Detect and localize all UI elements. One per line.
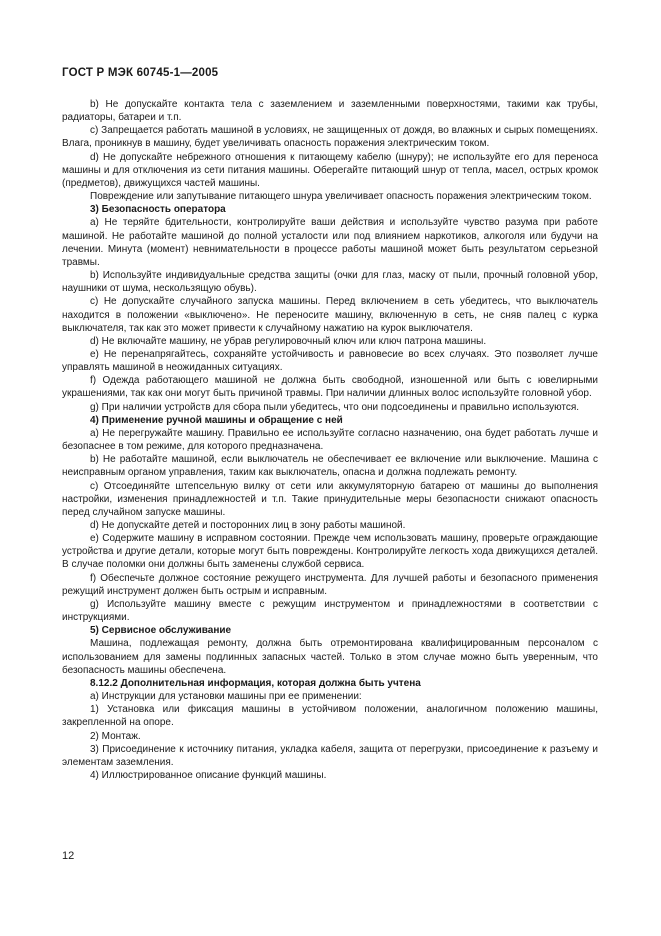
paragraph: b) Не работайте машиной, если выключатель не обеспечивает ее включение или выключение. Машина с неисправным органом управления, таким как выключатель, опасна и должна подлежать ремонту. bbox=[62, 454, 598, 479]
section-heading: 4) Применение ручной машины и обращение с ней bbox=[90, 414, 343, 426]
paragraph: 1) Установка или фиксация машины в устойчивом положении, аналогичном положению машины, закрепленной на опоре. bbox=[62, 704, 598, 729]
paragraph: d) Не включайте машину, не убрав регулировочный ключ или ключ патрона машины. bbox=[90, 335, 487, 347]
paragraph: e) Содержите машину в исправном состоянии. Прежде чем использовать машину, проверьте ограждающие устройства и другие детали, которые могут быть повреждены. Контролируйте легкость хода движущихся деталей. В случае поломки они должны быть заменены службой сервиса. bbox=[62, 533, 598, 571]
page-number: 12 bbox=[62, 850, 75, 862]
paragraph: e) Не перенапрягайтесь, сохраняйте устойчивость и равновесие во всех случаях. Это позволяет лучше управлять машиной в неожиданных ситуациях. bbox=[62, 348, 598, 374]
paragraph: a) Не теряйте бдительности, контролируйте ваши действия и используйте чувство разума при работе машиной. Не работайте машиной до полной усталости или под влиянием наркотиков, алкоголя или будучи на лечении. Минута (момент) невнимательности в процессе работы машиной может быть результатом серьезной травмы. bbox=[62, 217, 598, 268]
paragraph: Машина, подлежащая ремонту, должна быть отремонтирована квалифицированным персоналом с использованием для замены подлинных запасных частей. Только в этом случае можно быть уверенным, что безопасность машины обеспечена. bbox=[62, 638, 598, 676]
paragraph: b) Не допускайте контакта тела с заземлением и заземленными поверхностями, такими как трубы, радиаторы, батареи и т.п. bbox=[62, 99, 598, 124]
paragraph: g) Используйте машину вместе с режущим инструментом и принадлежностями в соответствии с инструкциями. bbox=[62, 598, 598, 624]
paragraph: 2) Монтаж. bbox=[90, 730, 141, 742]
paragraph: 3) Присоединение к источнику питания, укладка кабеля, защита от перегрузки, присоединение к разъему и элементам заземления. bbox=[62, 743, 598, 768]
paragraph: b) Используйте индивидуальные средства защиты (очки для глаз, маску от пыли, прочный головной убор, наушники от шума, нескользящую обувь). bbox=[62, 270, 598, 295]
paragraph: g) При наличии устройств для сбора пыли убедитесь, что они подсоединены и правильно используются. bbox=[90, 401, 580, 413]
section-heading: 5) Сервисное обслуживание bbox=[90, 625, 232, 637]
paragraph: c) Не допускайте случайного запуска машины. Перед включением в сеть убедитесь, что выключатель находится в положении «выключено». Не переносите машину, включенную в сеть, не сняв палец с курка выключателя, так как это может привести к случайному нажатию на курок выключателя. bbox=[62, 296, 598, 334]
paragraph: Повреждение или запутывание питающего шнура увеличивает опасность поражения электрическим током. bbox=[90, 191, 592, 203]
document-header: ГОСТ Р МЭК 60745-1—2005 bbox=[62, 67, 219, 79]
paragraph: d) Не допускайте детей и посторонних лиц в зону работы машиной. bbox=[90, 520, 406, 531]
paragraph: 4) Иллюстрированное описание функций машины. bbox=[90, 769, 327, 781]
section-heading: 3) Безопасность оператора bbox=[90, 204, 226, 216]
document-body bbox=[62, 98, 598, 782]
paragraph: c) Запрещается работать машиной в условиях, не защищенных от дождя, во влажных и сырых помещениях. Влага, проникнув в машину, будет увеличивать опасность поражения электрическим током. bbox=[62, 125, 598, 150]
section-heading: 8.12.2 Дополнительная информация, которая должна быть учтена bbox=[90, 677, 421, 689]
paragraph: d) Не допускайте небрежного отношения к питающему кабелю (шнуру); не используйте его для переноса машины и для отключения из сети питания машины. Оберегайте питающий шнур от тепла, масел, острых кромок (предметов), движущихся частей машины. bbox=[62, 151, 598, 189]
paragraph: c) Отсоединяйте штепсельную вилку от сети или аккумуляторную батарею от машины до выполнения настройки, изменения принадлежностей и т.п. Такие принудительные меры безопасности снижают опасность перед случайном запуске машины. bbox=[62, 480, 598, 518]
paragraph: a) Инструкции для установки машины при ее применении: bbox=[90, 691, 362, 703]
paragraph: f) Обеспечьте должное состояние режущего инструмента. Для лучшей работы и безопасного применения режущий инструмент должен быть острым и исправным. bbox=[62, 572, 598, 597]
paragraph: f) Одежда работающего машиной не должна быть свободной, изношенной или быть с ювелирными украшениями, так как они могут быть причиной травмы. При наличии длинных волос используйте головной убор. bbox=[62, 375, 598, 400]
paragraph: a) Не перегружайте машину. Правильно ее используйте согласно назначению, она будет работать лучше и безопаснее в том режиме, для которого предназначена. bbox=[62, 427, 598, 453]
